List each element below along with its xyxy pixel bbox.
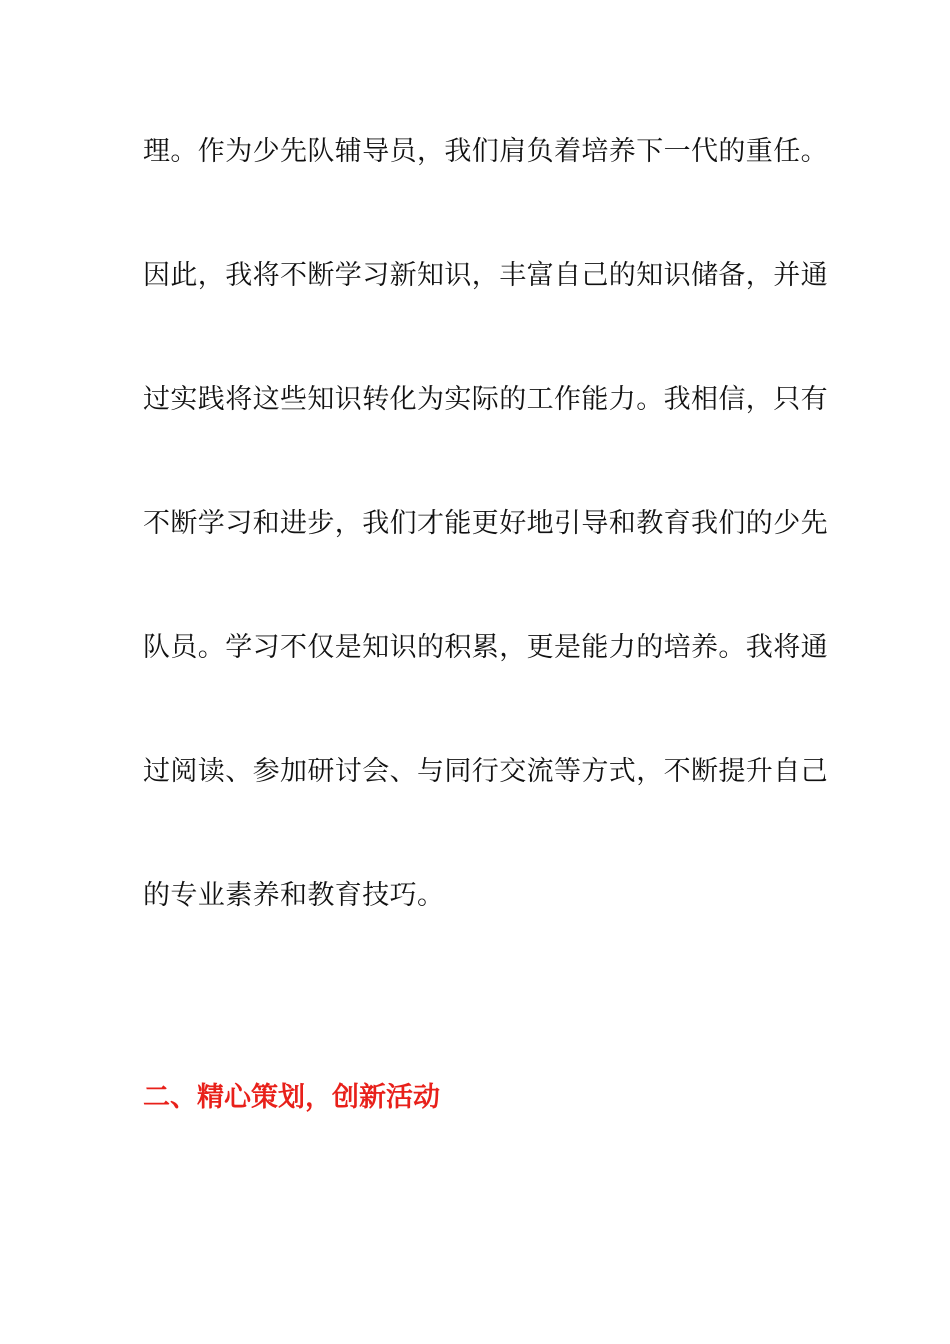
paragraph-line-3: 过实践将这些知识转化为实际的工作能力。我相信，只有	[143, 384, 828, 415]
paragraph-line-2: 因此，我将不断学习新知识，丰富自己的知识储备，并通	[143, 260, 828, 291]
paragraph-line-4: 不断学习和进步，我们才能更好地引导和教育我们的少先	[143, 508, 828, 539]
paragraph-line-7: 的专业素养和教育技巧。	[143, 880, 445, 911]
paragraph-line-5: 队员。学习不仅是知识的积累，更是能力的培养。我将通	[143, 632, 828, 663]
paragraph-line-1: 理。作为少先队辅导员，我们肩负着培养下一代的重任。	[143, 136, 828, 167]
paragraph-line-6: 过阅读、参加研讨会、与同行交流等方式，不断提升自己	[143, 756, 828, 787]
section-heading: 二、精心策划，创新活动	[143, 1082, 440, 1113]
